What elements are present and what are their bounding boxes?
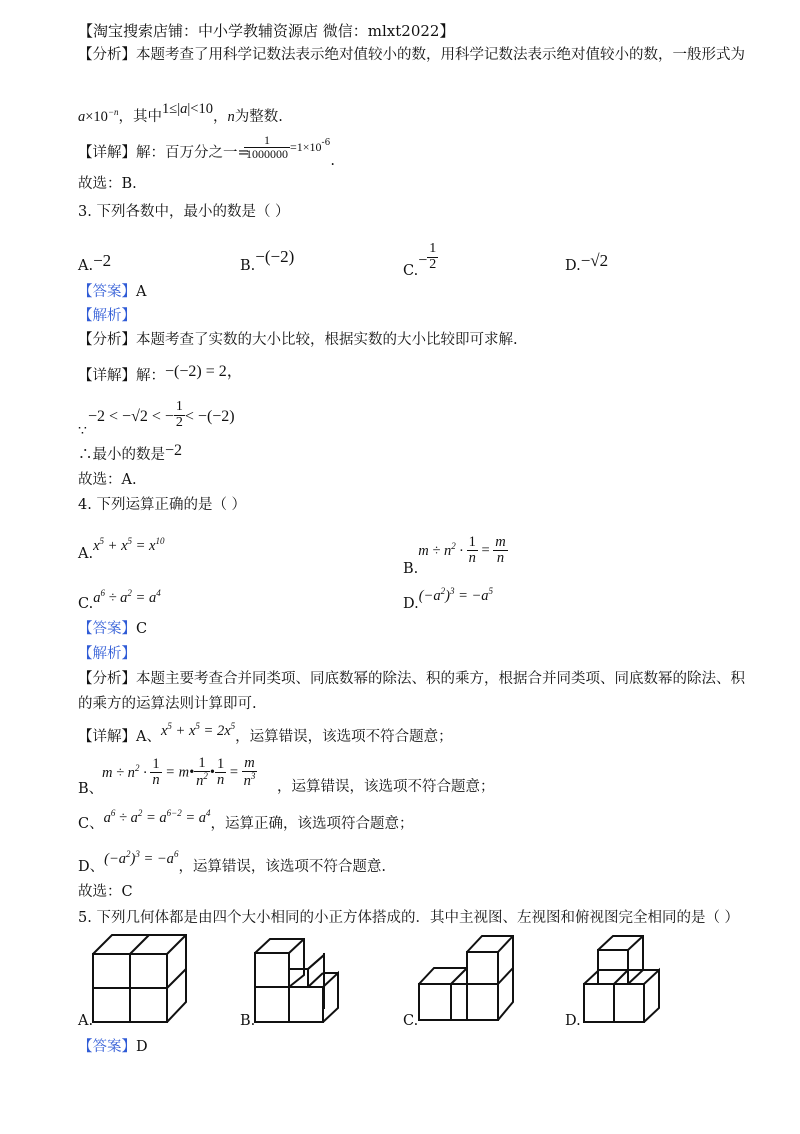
option-label: D. [565, 258, 581, 274]
figure-a-cubes [90, 930, 190, 1028]
answer-tag: 【答案】 [78, 621, 136, 637]
therefore-text: ∴最小的数是 [78, 447, 165, 463]
range-condition: 1≤|a|<10 [162, 101, 213, 117]
therefore-value: −2 [165, 442, 183, 459]
q3-therefore [78, 442, 183, 463]
ineq-b: < −(−2) [184, 408, 235, 426]
detail-prefix: C、 [78, 816, 104, 832]
shop-header: 【淘宝搜索店铺：中小学教辅资源店 微信：mlxt2022】 [78, 22, 455, 40]
ineq-a: −2 < −√2 < − [88, 408, 174, 426]
option-label: B. [403, 560, 419, 577]
analysis-label: 【分析】 [78, 47, 136, 63]
q4-option-b: $B.m \div n^2$ · $\frac{1}{n}$ = $\frac{m}{n}$ [403, 534, 506, 577]
answer-value: A [136, 284, 147, 300]
q4-final: 故选：C [78, 884, 133, 900]
figure-b-cubes [252, 935, 352, 1029]
detail-suffix: ，运算错误，该选项不符合题意； [235, 729, 453, 745]
option-expr: −(−2) [255, 247, 295, 266]
detail-label: 【详解】 [78, 729, 136, 745]
option-expr: −√2 [580, 251, 609, 270]
result-exp: -6 [321, 138, 331, 149]
q4-jiexi: 【解析】 [78, 646, 136, 662]
option-label: C. [403, 263, 419, 280]
analysis-text: 本题主要考查合并同类项、同底数幂的除法、积的乘方，根据合并同类项、同底数幂的除法、积 [136, 671, 745, 687]
because-symbol: ∵ [78, 423, 87, 439]
frac-num: 1 [244, 134, 290, 148]
q4-detail-a: 【详解】A、$x^5 + x^5 = 2x^5$，运算错误，该选项不符合题意； [78, 721, 453, 745]
option-label: C. [78, 596, 94, 612]
q3-option-b [240, 247, 295, 274]
detail-prefix: D、 [78, 859, 105, 875]
frac-den: 2 [429, 256, 437, 272]
q3-option-a [78, 251, 112, 274]
detail-text: 解：百万分之一= [136, 145, 250, 161]
sci-notation-form: a [78, 109, 86, 125]
line2-end: 为整数. [234, 109, 283, 125]
q3-detail [78, 363, 243, 384]
option-label: A. [78, 546, 94, 562]
q3-jiexi: 【解析】 [78, 308, 136, 324]
option-label: D. [403, 596, 419, 612]
answer-tag: 【答案】 [78, 1039, 136, 1055]
result: =1×10 [290, 140, 322, 155]
figure-c-label: C. [403, 1013, 419, 1029]
option-expr: −2 [93, 251, 112, 270]
answer-value: D [136, 1039, 148, 1055]
detail-text: 解： [136, 368, 165, 384]
detail-label: 【详解】 [78, 368, 136, 384]
q3-final: 故选：A. [78, 472, 137, 488]
q4-answer-row [78, 622, 147, 637]
q4-analysis-1 [78, 672, 745, 687]
result-end: . [330, 153, 335, 170]
analysis-label: 【分析】 [78, 332, 136, 348]
figure-b-label: B. [240, 1013, 256, 1029]
q3-option-d [565, 251, 609, 274]
answer-value: C [136, 621, 148, 637]
q3-option-c [403, 241, 438, 286]
analysis-text: 本题考查了用科学记数法表示绝对值较小的数，用科学记数法表示绝对值较小的数，一般形式为 [136, 47, 745, 63]
figure-d-cubes [580, 930, 670, 1028]
figure-c-cubes [415, 930, 525, 1028]
q4-option-d: $D.(-a^2)^3 = -a^5$ [403, 586, 494, 612]
q4-detail-b-post: ，运算错误，该选项不符合题意； [277, 779, 495, 795]
q4-detail-c: C、$a^6 \div a^2 = a^{6-2} = a^4$，运算正确，该选项符合题意； [78, 808, 414, 832]
frac-den: 1000000 [246, 146, 288, 161]
q2-fraction [244, 133, 335, 170]
option-expr: − [418, 252, 428, 270]
line2-mid: ，其中 [118, 109, 163, 125]
analysis-text: 本题考查了实数的大小比较，根据实数的大小比较即可求解. [136, 332, 518, 348]
q3-stem: 3. 下列各数中，最小的数是（ ） [78, 204, 290, 220]
q2-analysis [78, 48, 745, 63]
figure-a-label: A. [78, 1013, 94, 1029]
analysis-label: 【分析】 [78, 671, 136, 687]
q4-stem: 4. 下列运算正确的是（ ） [78, 497, 247, 513]
q2-analysis-line2: $a\times 10^{-n}$，其中1≤|a|<10，n为整数. [78, 101, 283, 125]
frac-num: 1 [429, 241, 437, 256]
q4-analysis-2: 的乘方的运算法则计算即可. [78, 696, 257, 712]
detail-suffix: ，运算正确，该选项符合题意； [210, 816, 414, 832]
q4-option-c: $C.a^6 \div a^2 = a^4$ [78, 588, 161, 612]
q3-answer-row [78, 285, 146, 300]
q5-stem: 5. 下列几何体都是由四个大小相同的小正方体搭成的．其中主视图、左视图和俯视图完全相同的是（ ） [78, 910, 740, 926]
q4-option-a: $A.x^5 + x^5 = x^{10}$ [78, 536, 165, 562]
detail-label: 【详解】 [78, 145, 136, 161]
q3-analysis [78, 333, 518, 348]
detail-expr: −(−2) = 2， [165, 363, 243, 380]
q5-answer-row [78, 1040, 148, 1055]
q2-detail [78, 146, 250, 161]
q4-detail-b-expr: $m \div n^2$ · $\frac{1}{n}$ = m• $\frac{1}{n^2}$ • $\frac{1}{n}$ = $\frac{m}{n^3}$ [102, 755, 256, 790]
q3-inequality: −2 < −√2 < − $\frac{1}{2}$ < −(−2) [88, 399, 235, 430]
detail-prefix: A、 [136, 729, 161, 745]
option-label: A. [78, 258, 94, 274]
option-label: B. [240, 258, 256, 274]
q4-detail-b-pre: B、 [78, 781, 104, 797]
q4-detail-d: D、$(-a^2)^3 = -a^6$，运算错误，该选项不符合题意. [78, 849, 387, 875]
q2-answer: 故选：B. [78, 176, 137, 192]
figure-d-label: D. [565, 1013, 581, 1029]
detail-suffix: ，运算错误，该选项不符合题意. [178, 859, 387, 875]
answer-tag: 【答案】 [78, 284, 136, 300]
